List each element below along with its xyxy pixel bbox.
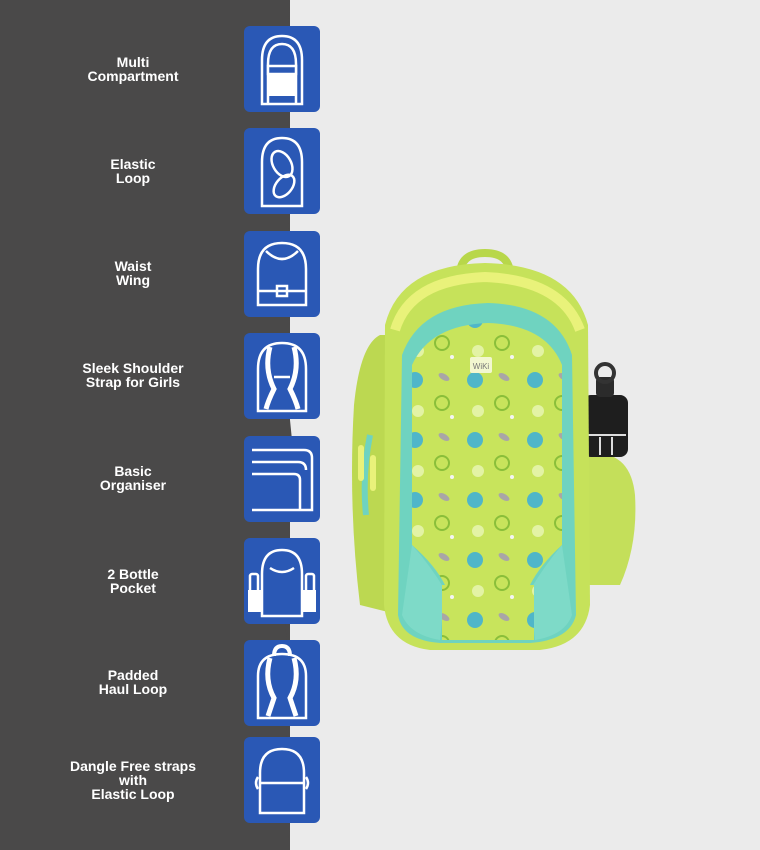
dangle-free-icon	[244, 737, 320, 823]
shoulder-strap-icon	[244, 333, 320, 419]
organiser-icon	[244, 436, 320, 522]
feature-label-elastic-loop: Elastic Loop	[110, 156, 156, 186]
feature-label-basic-organiser: Basic Organiser	[99, 463, 167, 493]
haul-loop-icon	[244, 640, 320, 726]
waist-wing-icon	[244, 231, 320, 317]
bottle-pocket-icon	[244, 538, 320, 624]
feature-label-bottle-pocket: 2 Bottle Pocket	[107, 566, 159, 596]
feature-label-padded-haul-loop: Padded Haul Loop	[98, 667, 168, 697]
feature-label-dangle-free-straps: Dangle Free straps with Elastic Loop	[69, 758, 197, 802]
elastic-loop-icon	[244, 128, 320, 214]
feature-label-multi-compartment: Multi Compartment	[87, 54, 179, 84]
brand-tag: WiKi	[472, 362, 490, 371]
feature-label-waist-wing: Waist Wing	[114, 258, 152, 288]
feature-label-sleek-shoulder-strap: Sleek Shoulder Strap for Girls	[82, 360, 184, 390]
backpack-product-image	[340, 245, 640, 665]
multi-compartment-icon	[244, 26, 320, 112]
